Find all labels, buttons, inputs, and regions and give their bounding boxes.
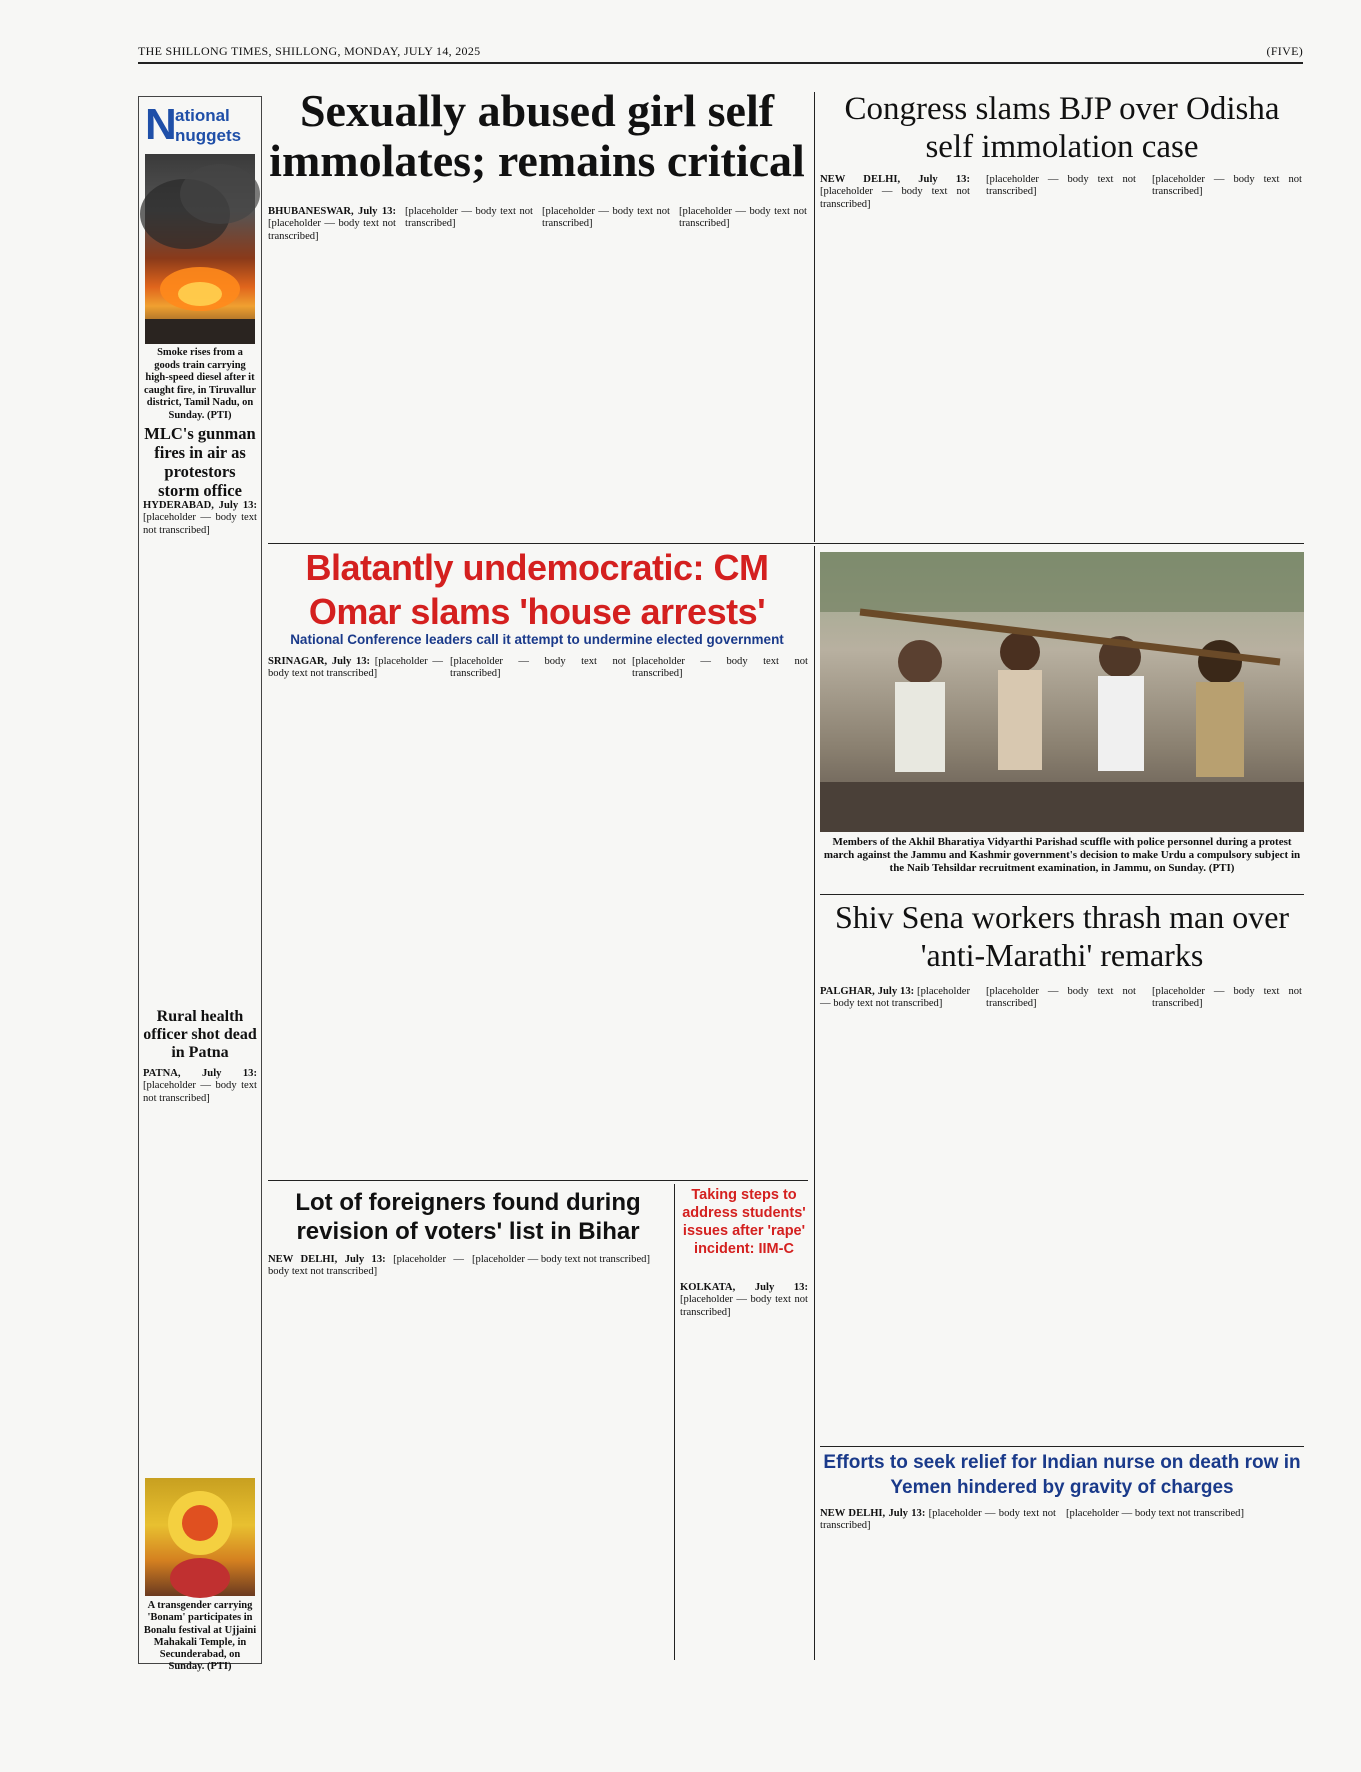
section-divider <box>268 1180 808 1181</box>
train-fire-caption: Smoke rises from a goods train carrying high-speed diesel after it caught fire, in Tiruvallur district, Tamil Nadu, on Sunday. (PTI) <box>143 347 256 421</box>
omar-headline-line-2: Omar slams 'house arrests' <box>308 591 766 632</box>
bonam-photo <box>145 1478 255 1596</box>
section-divider <box>820 1446 1304 1447</box>
iim-headline: Taking steps to address students' issues after 'rape' incident: IIM-C <box>682 1187 806 1257</box>
page-number: (FIVE) <box>1266 44 1303 58</box>
shivsena-col-2 <box>986 986 1136 1442</box>
girl-immolates-col-4 <box>679 206 807 540</box>
page-header <box>138 40 1303 64</box>
girl-immolates-text-2: [placeholder — body text not transcribed] <box>405 206 533 230</box>
iim-body <box>680 1282 808 1660</box>
national-nuggets-logo <box>145 100 253 150</box>
omar-col-2 <box>450 656 626 1176</box>
column-divider <box>814 546 815 1660</box>
girl-immolates-text-3: [placeholder — body text not transcribed] <box>542 206 670 230</box>
shivsena-text-1: [placeholder — body text not transcribed] <box>820 986 970 1010</box>
bihar-dateline: NEW DELHI, July 13: <box>268 1254 386 1265</box>
mlc-gunman-text: [placeholder — body text not transcribed] <box>143 512 257 536</box>
jammu-protest-caption: Members of the Akhil Bharatiya Vidyarthi Parishad scuffle with police personnel during a protest march against the Jammu and Kashmir government's decision to make Urdu a compulsory subject in the Naib Tehsildar recruitment examination, in Jammu, on Sunday. (PTI) <box>823 836 1301 874</box>
train-fire-photo <box>145 154 255 344</box>
omar-col-3 <box>632 656 808 1176</box>
girl-immolates-col-3 <box>542 206 670 540</box>
yemen-text-1: [placeholder — body text not transcribed] <box>820 1508 1056 1532</box>
shivsena-col-3 <box>1152 986 1302 1442</box>
shivsena-col-1 <box>820 986 970 1442</box>
congress-dateline: NEW DELHI, July 13: <box>820 174 970 185</box>
omar-subhead: National Conference leaders call it attempt to undermine elected government <box>290 632 784 647</box>
girl-immolates-col-1 <box>268 206 396 540</box>
yemen-text-2: [placeholder — body text not transcribed] <box>1066 1508 1244 1519</box>
column-divider <box>814 92 815 542</box>
girl-immolates-dateline: BHUBANESWAR, July 13: <box>268 206 396 217</box>
iim-text: [placeholder — body text not transcribed] <box>680 1294 808 1318</box>
congress-col-3 <box>1152 174 1302 540</box>
mlc-gunman-body <box>143 500 257 1002</box>
congress-text-2: [placeholder — body text not transcribed] <box>986 174 1136 198</box>
bonam-caption: A transgender carrying 'Bonam' participates in Bonalu festival at Ujjaini Mahakali Temple, in Secunderabad, on Sunday. (PTI) <box>143 1600 257 1673</box>
logo-word-1: ational <box>175 106 230 125</box>
rural-health-body <box>143 1068 257 1470</box>
congress-col-1 <box>820 174 970 540</box>
girl-immolates-headline: Sexually abused girl self immolates; remains critical <box>269 85 805 186</box>
bihar-headline: Lot of foreigners found during revision of voters' list in Bihar <box>295 1189 641 1245</box>
yemen-dateline: NEW DELHI, July 13: <box>820 1508 926 1519</box>
shivsena-text-2: [placeholder — body text not transcribed] <box>986 986 1136 1010</box>
bonam-photo-art <box>145 1478 255 1596</box>
bihar-col-1 <box>268 1254 464 1660</box>
omar-headline-line-1: Blatantly undemocratic: CM <box>305 547 769 588</box>
bihar-text-1: [placeholder — body text not transcribed] <box>268 1254 464 1278</box>
iim-dateline: KOLKATA, July 13: <box>680 1282 808 1293</box>
girl-immolates-text-4: [placeholder — body text not transcribed] <box>679 206 807 230</box>
section-divider <box>268 543 1304 544</box>
rural-health-dateline: PATNA, July 13: <box>143 1068 257 1079</box>
rural-health-headline: Rural health officer shot dead in Patna <box>143 1008 257 1061</box>
logo-letter: N <box>145 100 177 149</box>
shivsena-text-3: [placeholder — body text not transcribed] <box>1152 986 1302 1010</box>
girl-immolates-text-1: [placeholder — body text not transcribed] <box>268 218 396 242</box>
omar-headline <box>268 546 806 638</box>
omar-col-1 <box>268 656 443 1176</box>
omar-dateline: SRINAGAR, July 13: <box>268 656 371 667</box>
logo-word-2: nuggets <box>175 126 242 145</box>
mlc-gunman-dateline: HYDERABAD, July 13: <box>143 500 257 511</box>
omar-text-3: [placeholder — body text not transcribed] <box>632 656 808 680</box>
jammu-protest-photo <box>820 552 1304 832</box>
mlc-gunman-headline: MLC's gunman fires in air as protestors storm office <box>144 424 256 500</box>
jammu-protest-photo-art <box>820 552 1304 832</box>
shivsena-dateline: PALGHAR, July 13: <box>820 986 915 997</box>
omar-text-2: [placeholder — body text not transcribed] <box>450 656 626 680</box>
rural-health-text: [placeholder — body text not transcribed] <box>143 1080 257 1104</box>
shivsena-headline: Shiv Sena workers thrash man over 'anti-Marathi' remarks <box>834 899 1290 973</box>
yemen-headline: Efforts to seek relief for Indian nurse on death row in Yemen hindered by gravity of charges <box>823 1452 1301 1498</box>
girl-immolates-col-2 <box>405 206 533 540</box>
bihar-col-2 <box>472 1254 668 1660</box>
masthead-line: THE SHILLONG TIMES, SHILLONG, MONDAY, JULY 14, 2025 <box>138 44 481 58</box>
congress-text-3: [placeholder — body text not transcribed] <box>1152 174 1302 198</box>
omar-text-1: [placeholder — body text not transcribed] <box>268 656 443 680</box>
congress-headline: Congress slams BJP over Odisha self immolation case <box>844 91 1280 165</box>
section-divider <box>820 894 1304 895</box>
yemen-col-1 <box>820 1508 1056 1660</box>
congress-text-1: [placeholder — body text not transcribed] <box>820 186 970 210</box>
column-divider <box>674 1184 675 1660</box>
congress-col-2 <box>986 174 1136 540</box>
train-fire-photo-art <box>145 154 255 344</box>
yemen-col-2 <box>1066 1508 1304 1660</box>
bihar-text-2: [placeholder — body text not transcribed] <box>472 1254 650 1265</box>
